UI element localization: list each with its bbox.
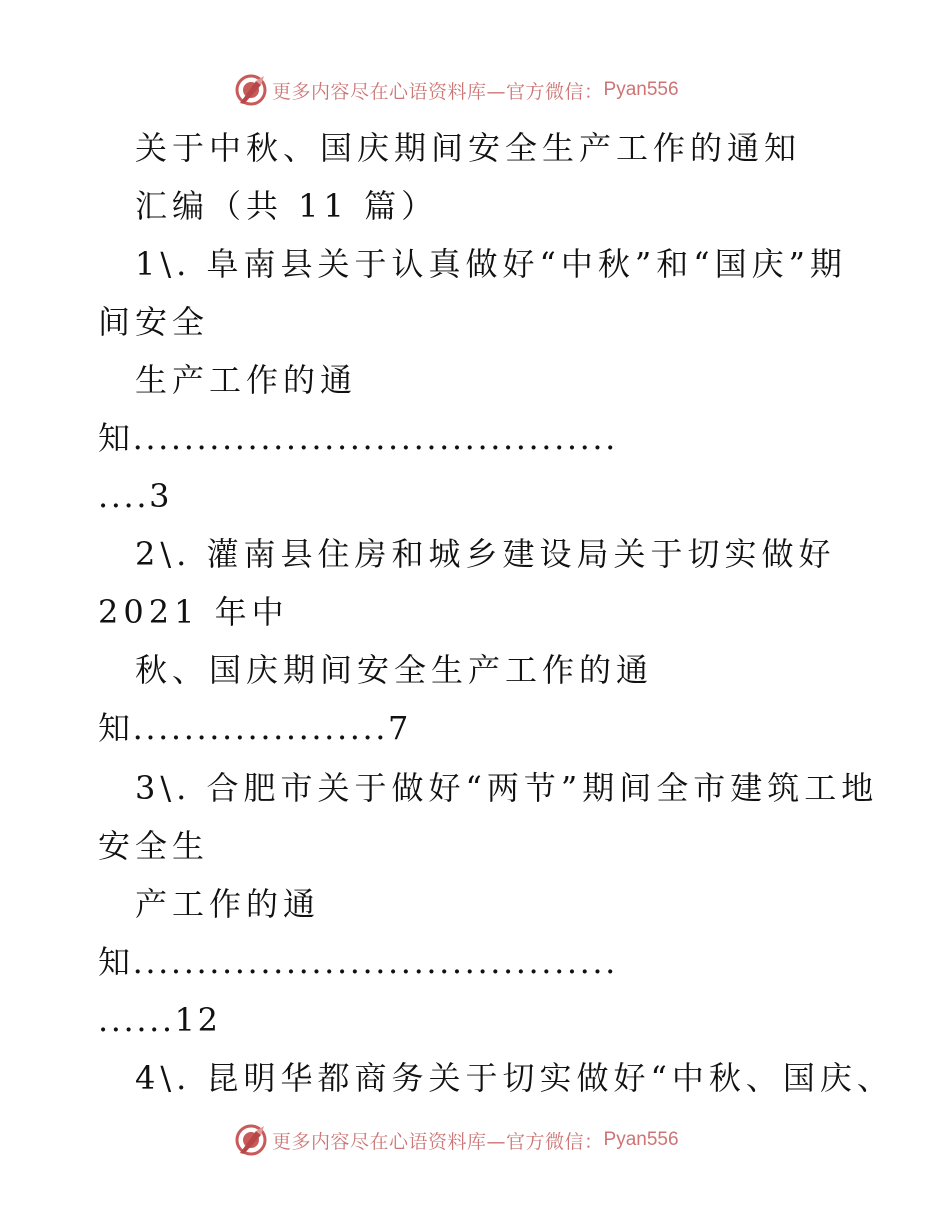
quill-logo-icon [234,73,268,107]
toc-entry-3-page: ......12 [98,1001,221,1039]
toc-entry-2-line-2: 2021 年中 [98,593,289,631]
toc-entry-1-line-3: 生产工作的通 [135,361,358,399]
banner-wechat-id: Pyan556 [603,79,679,100]
banner-text: 更多内容尽在心语资料库—官方微信： [272,1130,604,1153]
toc-entry-1-leader: 知...................................... [98,419,618,457]
header-watermark-banner [234,72,679,108]
toc-entry-3-line-1: 3\. 合肥市关于做好“两节”期间全市建筑工地 [135,769,879,807]
toc-entry-2-leader-page: 知....................7 [98,709,411,747]
toc-entry-3-line-2: 安全生 [98,827,210,865]
banner-text: 更多内容尽在心语资料库—官方微信： [272,80,604,103]
toc-entry-1-line-2: 间安全 [98,303,210,341]
document-title-line-2: 汇编（共 11 篇） [135,187,439,225]
toc-entry-2-line-1: 2\. 灌南县住房和城乡建设局关于切实做好 [135,535,836,573]
document-title-line-1: 关于中秋、国庆期间安全生产工作的通知 [135,129,802,167]
toc-entry-3-line-3: 产工作的通 [135,885,321,923]
toc-entry-3-leader: 知...................................... [98,943,618,981]
toc-entry-2-line-3: 秋、国庆期间安全生产工作的通 [135,651,654,689]
toc-entry-1-page: ....3 [98,477,173,515]
quill-logo-icon [234,1123,268,1157]
toc-entry-1-line-1: 1\. 阜南县关于认真做好“中秋”和“国庆”期 [135,245,847,283]
footer-watermark-banner [234,1122,679,1158]
banner-wechat-id: Pyan556 [603,1129,679,1150]
toc-entry-4-line-1: 4\. 昆明华都商务关于切实做好“中秋、国庆、 [135,1059,894,1097]
